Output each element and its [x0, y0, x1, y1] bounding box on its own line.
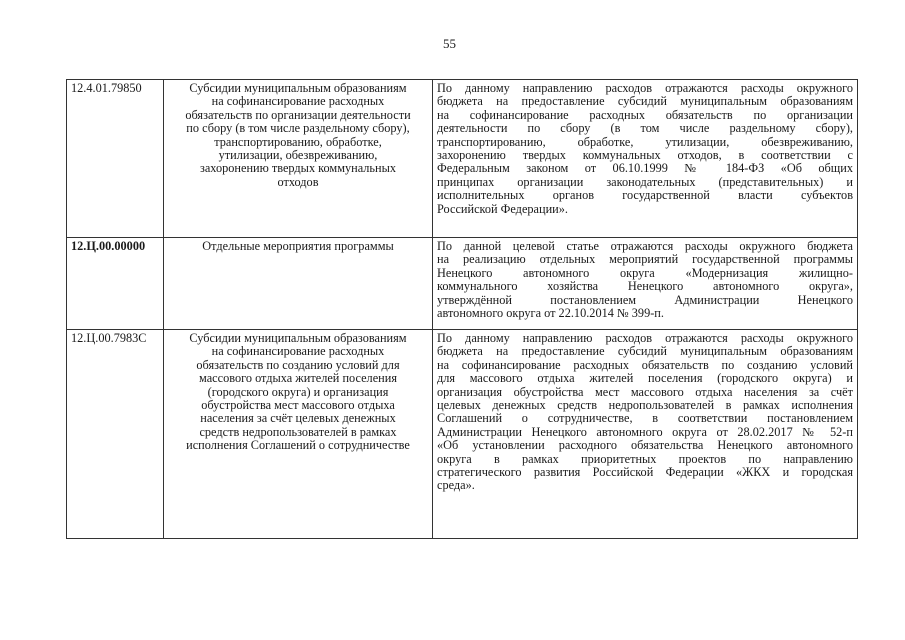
name-cell [164, 330, 433, 539]
description-line: По данному направлению расходов отражаются расходы окружного [437, 331, 853, 345]
description-line: целевых денежных средств недропользователей в рамках исполнения [437, 398, 853, 413]
description-line: на софинансирование расходных обязательств по организации [437, 107, 853, 122]
name-line: обязательств по организации деятельности [185, 107, 411, 122]
name-line: исполнения Соглашений о сотрудничестве [186, 438, 410, 453]
name-line: транспортированию, обработке, [214, 134, 382, 149]
name-line: на софинансирование расходных [211, 344, 385, 359]
name-line: (городского округа) и организация [207, 384, 389, 399]
name-line: средств недропользователей в рамках [199, 424, 397, 439]
name-line: отходов [277, 174, 319, 189]
name-cell [164, 80, 433, 238]
description-line: Федеральным законом от 06.10.1999 № 184-ФЗ «Об общих [437, 161, 853, 176]
code-cell [67, 330, 164, 539]
name-line: обязательств по созданию условий для [196, 357, 400, 372]
description-line: автономного округа от 22.10.2014 № 399-п. [437, 306, 664, 321]
page-number: 55 [443, 36, 456, 51]
description-cell [433, 80, 858, 238]
description-line: Администрации Ненецкого автономного округа от 28.02.2017 № 52-п [437, 424, 853, 439]
table-row [67, 238, 858, 330]
description-line: По данному направлению расходов отражаются расходы окружного [437, 81, 853, 95]
description-cell [433, 238, 858, 330]
target-article-code: 12.4.01.79850 [71, 81, 142, 95]
target-article-code: 12.Ц.00.7983С [71, 331, 147, 345]
description-line: на софинансирование расходных обязательств по созданию условий [437, 357, 853, 372]
name-line: на софинансирование расходных [211, 94, 385, 109]
description-line: организация обустройства мест массового отдыха населения за счёт [437, 384, 853, 399]
name-line: Отдельные мероприятия программы [202, 239, 394, 253]
description-line: деятельности по сбору (в том числе раздельному сбору), [437, 121, 853, 136]
table-row [67, 330, 858, 539]
table-body [67, 80, 858, 539]
name-line: обустройства мест массового отдыха [201, 398, 395, 413]
description-line: Соглашений о сотрудничестве, в соответствии постановлением [437, 411, 853, 426]
description-line: исполнительных органов государственной власти субъектов [437, 188, 853, 203]
description-line: захоронению твердых коммунальных отходов, в соответствии с [437, 148, 853, 163]
name-line: утилизации, обезвреживанию, [218, 148, 378, 163]
description-line: среда». [437, 478, 475, 493]
description-line: «Об установлении расходного обязательства Ненецкого автономного [437, 438, 853, 453]
description-line: бюджета на предоставление субсидий муниципальным образованиям [437, 94, 853, 109]
name-line: Субсидии муниципальным образованиям [189, 331, 407, 345]
description-line: бюджета на предоставление субсидий муниципальным образованиям [437, 344, 853, 359]
name-line: по сбору (в том числе раздельному сбору), [186, 121, 410, 136]
description-line: на реализацию отдельных мероприятий государственной программы [437, 252, 853, 267]
code-cell [67, 238, 164, 330]
description-line: По данной целевой статье отражаются расходы окружного бюджета [437, 239, 853, 253]
target-article-code: 12.Ц.00.00000 [71, 239, 146, 253]
description-line: Российской Федерации». [437, 201, 568, 216]
description-line: утверждённой постановлением Администрации Ненецкого [437, 292, 853, 307]
description-line: коммунального хозяйства Ненецкого автономного округа», [437, 279, 853, 294]
table-row [67, 80, 858, 238]
description-line: транспортированию, обработке, утилизации, обезвреживанию, [437, 134, 853, 149]
description-line: для массового отдыха жителей поселения (городского округа) и [437, 371, 853, 386]
name-line: Субсидии муниципальным образованиям [189, 81, 407, 95]
description-line: принципах организации законодательных (представительных) и [437, 174, 853, 189]
name-line: населения за счёт целевых денежных [200, 411, 396, 426]
budget-classification-table [66, 79, 858, 539]
description-cell [433, 330, 858, 539]
description-line: стратегического развития Российской Федерации «ЖКХ и городская [437, 465, 853, 480]
name-line: захоронению твердых коммунальных [199, 161, 397, 176]
description-line: Ненецкого автономного округа «Модернизация жилищно- [437, 265, 853, 280]
description-line: округа в рамках приоритетных проектов по направлению [437, 451, 853, 466]
code-cell [67, 80, 164, 238]
name-line: массового отдыха жителей поселения [199, 371, 397, 386]
name-cell [164, 238, 433, 330]
